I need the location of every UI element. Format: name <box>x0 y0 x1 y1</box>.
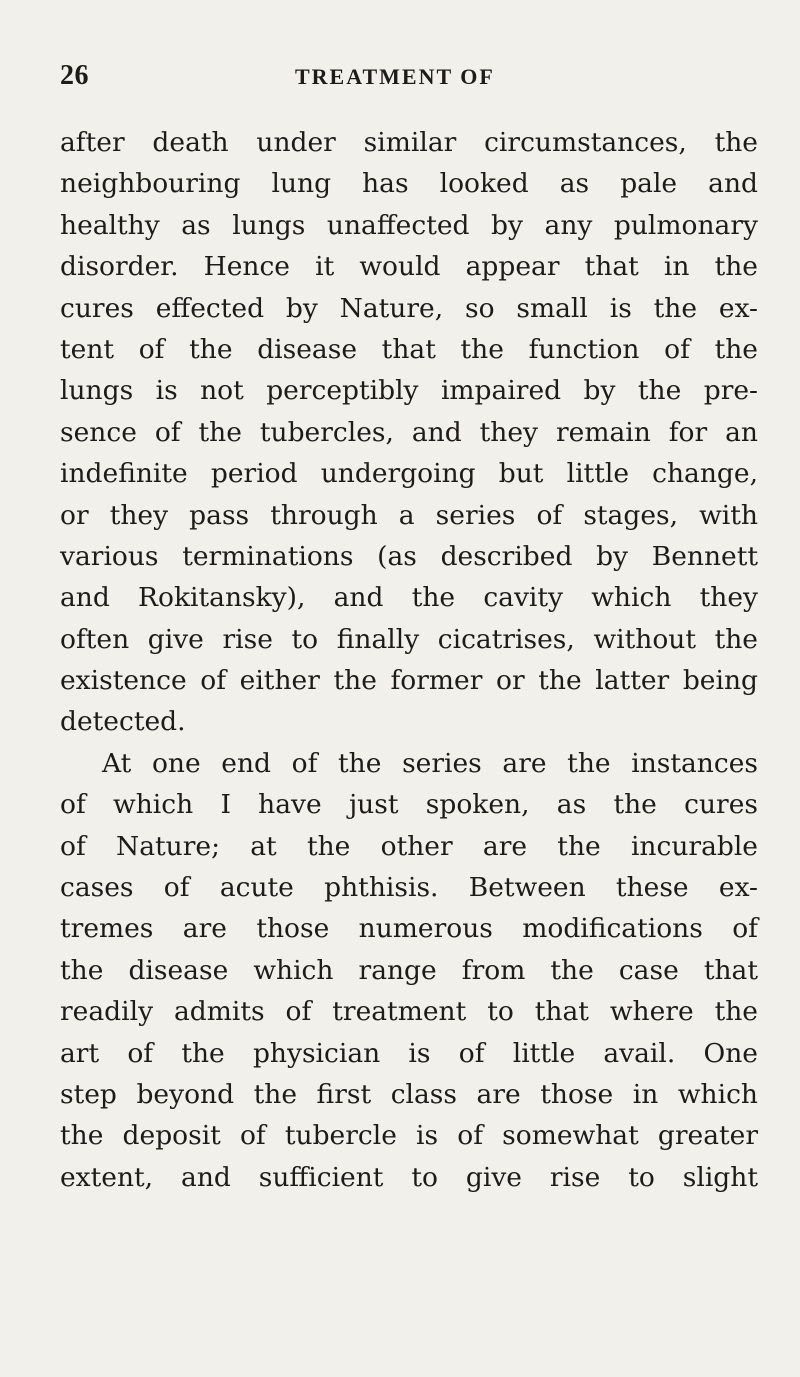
text-line: cures effected by Nature, so small is the ex- <box>60 292 758 324</box>
text-line: tent of the disease that the function of the <box>60 333 758 365</box>
text-line: or they pass through a series of stages, with <box>60 499 758 531</box>
text-line: At one end of the series are the instances <box>102 747 758 779</box>
page-number: 26 <box>60 60 89 91</box>
running-head: TREATMENT OF <box>295 64 495 89</box>
text-line: existence of either the former or the latter being <box>60 665 758 697</box>
text-line: tremes are those numerous modifications of <box>60 913 758 945</box>
text-line: neighbouring lung has looked as pale and <box>60 168 758 200</box>
text-line: detected. <box>60 706 186 738</box>
text-line: of Nature; at the other are the incurable <box>60 830 758 862</box>
page-header <box>60 60 760 100</box>
text-line: the deposit of tubercle is of somewhat greater <box>60 1120 758 1152</box>
text-line: disorder. Hence it would appear that in the <box>60 251 758 283</box>
text-line: and Rokitansky), and the cavity which they <box>60 582 758 614</box>
text-line: of which I have just spoken, as the cures <box>60 789 758 821</box>
text-line: art of the physician is of little avail. One <box>60 1037 758 1069</box>
text-line: step beyond the first class are those in which <box>60 1078 758 1110</box>
text-line: after death under similar circumstances, the <box>60 127 758 158</box>
body-text <box>60 122 758 1198</box>
text-line: indefinite period undergoing but little change, <box>60 458 758 490</box>
text-line: often give rise to finally cicatrises, without the <box>60 623 758 655</box>
text-line: lungs is not perceptibly impaired by the pre- <box>60 375 758 407</box>
text-line: sence of the tubercles, and they remain for an <box>60 416 758 448</box>
text-line: healthy as lungs unaffected by any pulmonary <box>60 209 758 241</box>
text-line: readily admits of treatment to that where the <box>60 996 758 1028</box>
text-line: extent, and sufficient to give rise to slight <box>60 1161 758 1193</box>
text-line: cases of acute phthisis. Between these ex- <box>60 872 758 904</box>
text-line: the disease which range from the case that <box>60 954 758 986</box>
text-line: various terminations (as described by Bennett <box>60 540 758 572</box>
